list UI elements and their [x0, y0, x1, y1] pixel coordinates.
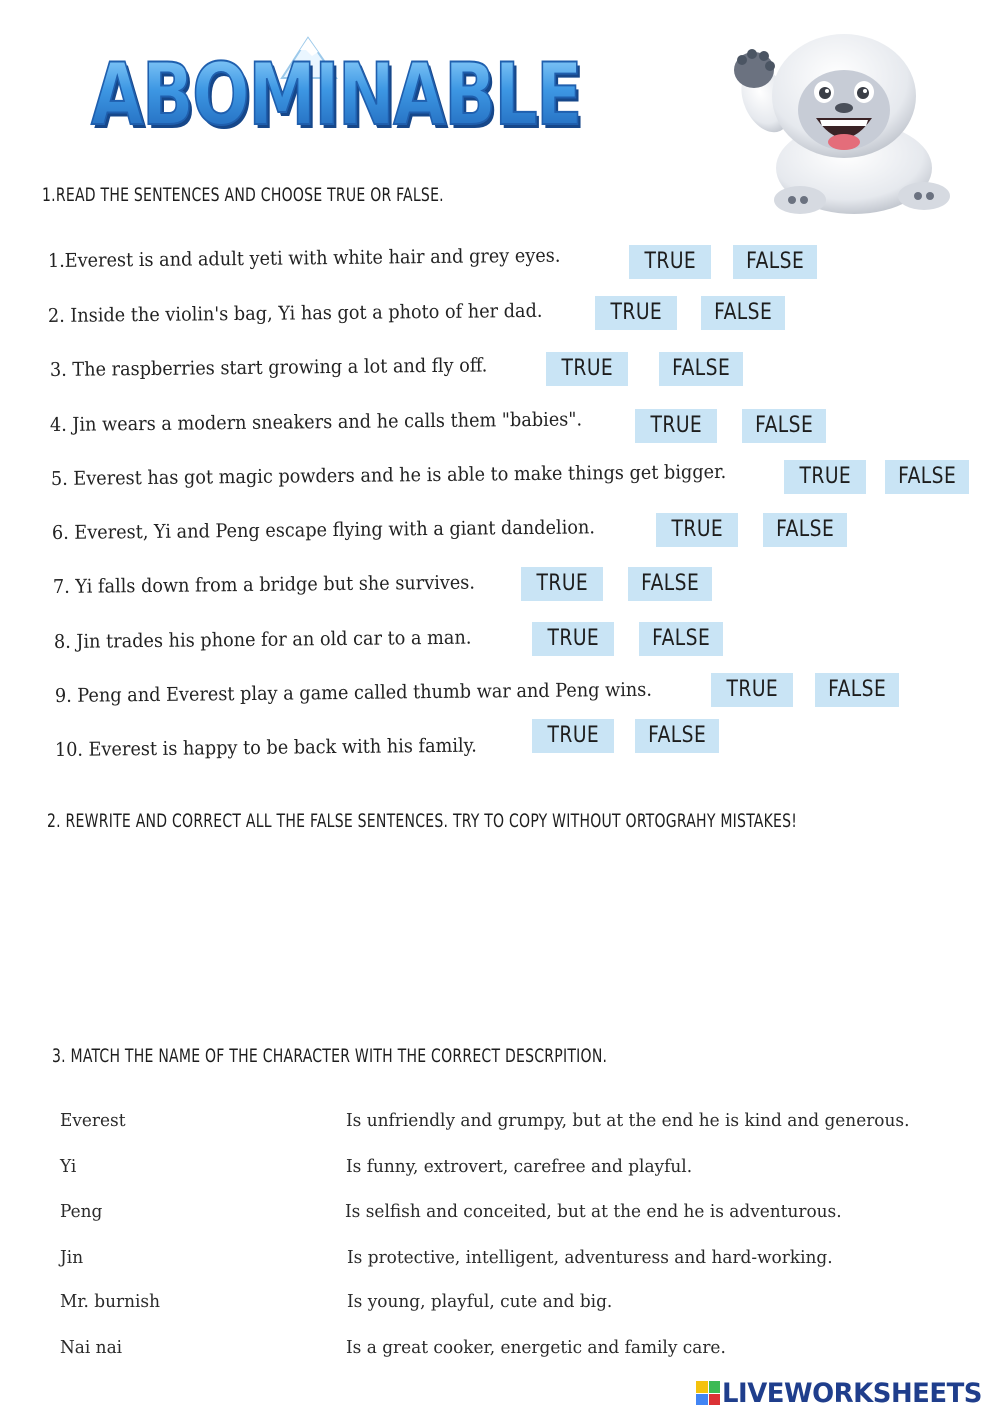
- liveworksheets-logo-icon: [696, 1381, 720, 1405]
- true-button-2[interactable]: TRUE: [595, 296, 677, 330]
- match-description-1[interactable]: Is unfriendly and grumpy, but at the end he is kind and generous.: [346, 1110, 910, 1131]
- false-button-5[interactable]: FALSE: [885, 460, 969, 494]
- false-button-10[interactable]: FALSE: [635, 719, 719, 753]
- yeti-illustration: [724, 18, 964, 218]
- sentence-5: 5. Everest has got magic powders and he is able to make things get bigger.: [50, 460, 727, 490]
- sentence-1: 1.Everest is and adult yeti with white hair and grey eyes.: [47, 244, 561, 272]
- true-button-5[interactable]: TRUE: [784, 460, 866, 494]
- title-shadow: ABOMINABLE: [94, 49, 584, 140]
- title-text: ABOMINABLE: [91, 45, 581, 140]
- section3-heading: 3. MATCH THE NAME OF THE CHARACTER WITH THE CORRECT DESCRPITION.: [52, 1045, 608, 1067]
- false-button-1[interactable]: FALSE: [733, 245, 817, 279]
- title-logo-graphic: [86, 30, 586, 140]
- false-button-4[interactable]: FALSE: [742, 409, 826, 443]
- true-button-1[interactable]: TRUE: [629, 245, 711, 279]
- true-button-10[interactable]: TRUE: [532, 719, 614, 753]
- match-description-2[interactable]: Is funny, extrovert, carefree and playful.: [346, 1156, 693, 1177]
- match-description-6[interactable]: Is a great cooker, energetic and family care.: [346, 1337, 726, 1358]
- liveworksheets-logo: [696, 1378, 993, 1408]
- sentence-7: 7. Yi falls down from a bridge but she survives.: [52, 571, 476, 598]
- true-button-4[interactable]: TRUE: [635, 409, 717, 443]
- sentence-4: 4. Jin wears a modern sneakers and he calls them "babies".: [49, 408, 583, 436]
- true-button-9[interactable]: TRUE: [711, 673, 793, 707]
- sentence-3: 3. The raspberries start growing a lot and fly off.: [49, 354, 488, 381]
- match-name-yi[interactable]: Yi: [60, 1156, 77, 1177]
- match-description-5[interactable]: Is young, playful, cute and big.: [347, 1291, 613, 1312]
- false-button-8[interactable]: FALSE: [639, 622, 723, 656]
- sentence-10: 10. Everest is happy to be back with his family.: [54, 734, 477, 761]
- sentence-8: 8. Jin trades his phone for an old car to a man.: [53, 626, 472, 653]
- yeti-icon: [724, 18, 964, 218]
- false-button-2[interactable]: FALSE: [701, 296, 785, 330]
- match-description-3[interactable]: Is selfish and conceited, but at the end he is adventurous.: [345, 1201, 842, 1222]
- match-description-4[interactable]: Is protective, intelligent, adventuress and hard-working.: [347, 1247, 833, 1268]
- match-name-everest[interactable]: Everest: [60, 1110, 126, 1131]
- true-button-3[interactable]: TRUE: [546, 352, 628, 386]
- sentence-6: 6. Everest, Yi and Peng escape flying with a giant dandelion.: [51, 516, 596, 544]
- match-name-jin[interactable]: Jin: [60, 1247, 84, 1268]
- title-logo: [86, 30, 586, 140]
- false-button-9[interactable]: FALSE: [815, 673, 899, 707]
- true-button-8[interactable]: TRUE: [532, 622, 614, 656]
- match-name-mr-burnish[interactable]: Mr. burnish: [60, 1291, 161, 1312]
- false-button-6[interactable]: FALSE: [763, 513, 847, 547]
- section1-heading: 1.READ THE SENTENCES AND CHOOSE TRUE OR FALSE.: [42, 184, 444, 206]
- match-name-peng[interactable]: Peng: [60, 1201, 103, 1222]
- false-button-3[interactable]: FALSE: [659, 352, 743, 386]
- false-button-7[interactable]: FALSE: [628, 567, 712, 601]
- footer-brand: LIVEWORKSHEETS: [722, 1377, 983, 1409]
- true-button-6[interactable]: TRUE: [656, 513, 738, 547]
- true-button-7[interactable]: TRUE: [521, 567, 603, 601]
- match-name-nai-nai[interactable]: Nai nai: [60, 1337, 123, 1358]
- sentence-2: 2. Inside the violin's bag, Yi has got a photo of her dad.: [47, 299, 543, 327]
- section2-heading: 2. REWRITE AND CORRECT ALL THE FALSE SENTENCES. TRY TO COPY WITHOUT ORTOGRAHY MISTAKES!: [47, 810, 798, 832]
- sentence-9: 9. Peng and Everest play a game called thumb war and Peng wins.: [54, 678, 653, 707]
